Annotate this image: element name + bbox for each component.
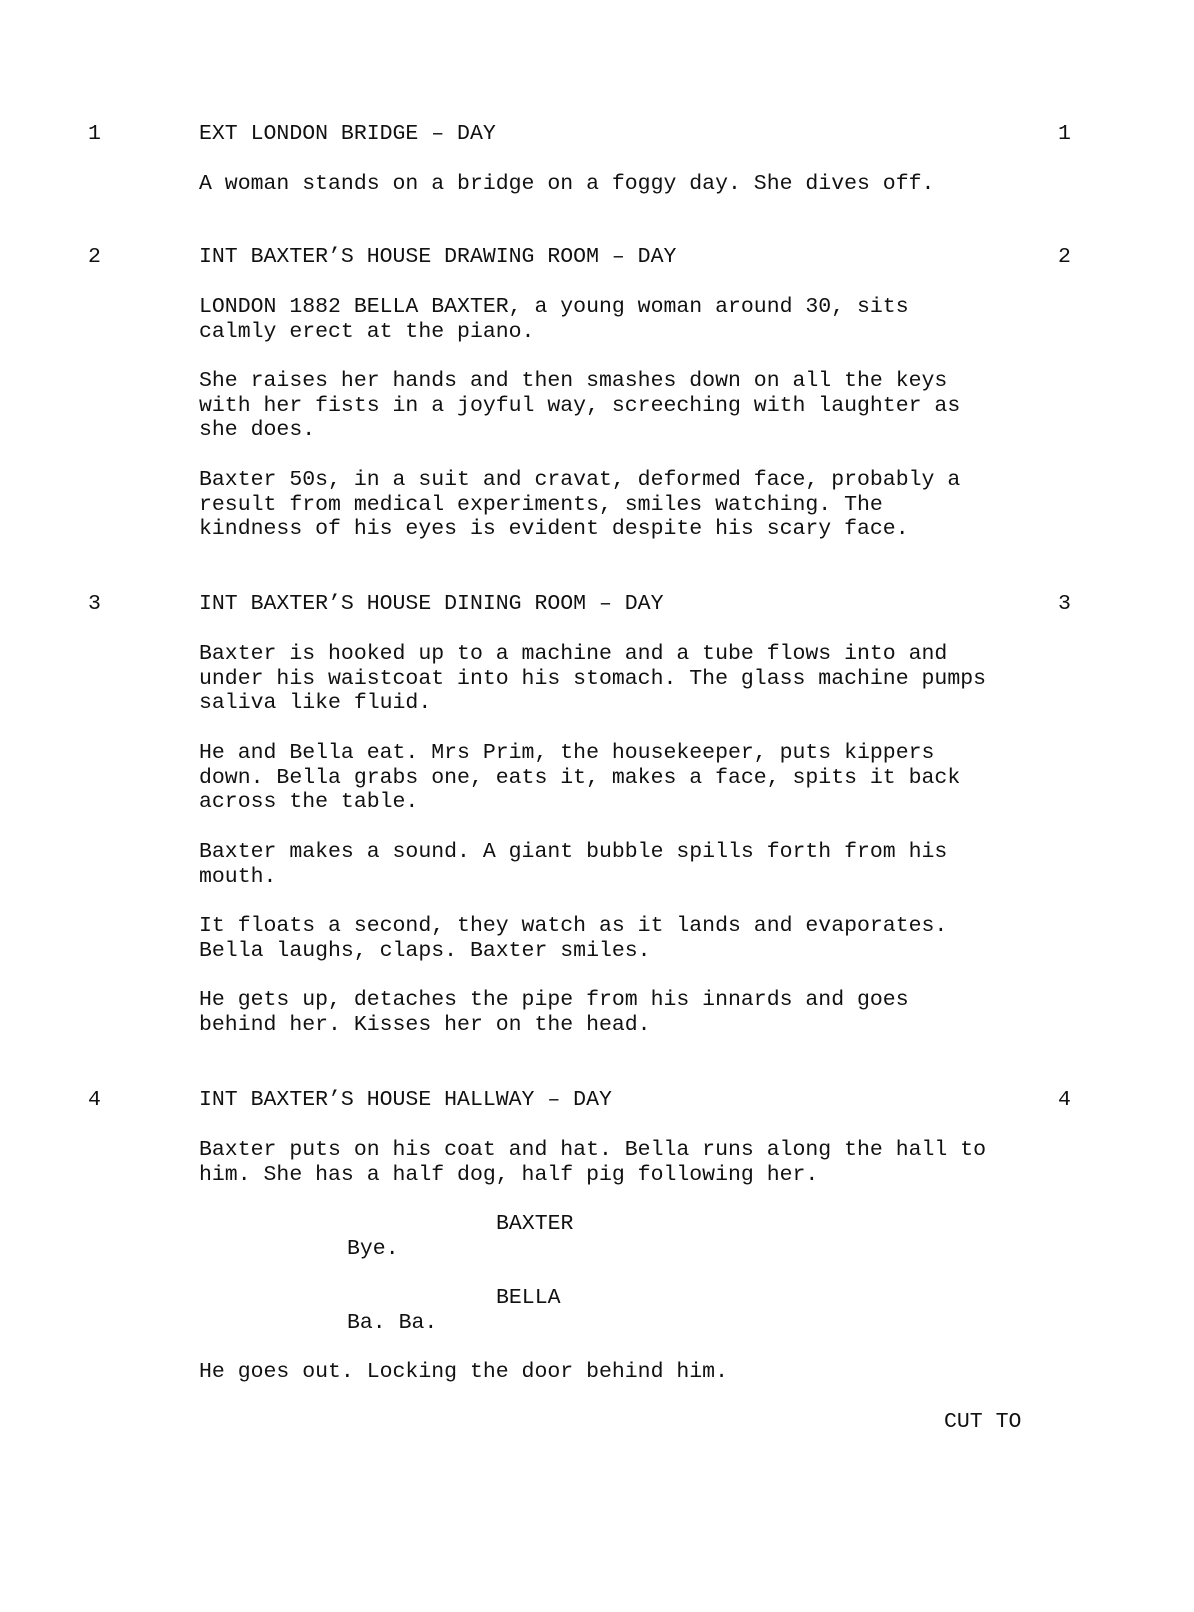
- scene-number-left: 4: [88, 1088, 101, 1112]
- action-paragraph: He gets up, detaches the pipe from his innards and goes behind her. Kisses her on the head.: [199, 988, 909, 1037]
- action-paragraph: She raises her hands and then smashes down on all the keys with her fists in a joyful way, screeching with laughter as she does.: [199, 369, 961, 443]
- character-name: BELLA: [496, 1286, 561, 1310]
- scene-number-right: 3: [1058, 592, 1071, 616]
- action-paragraph: Baxter puts on his coat and hat. Bella runs along the hall to him. She has a half dog, half pig following her.: [199, 1138, 987, 1187]
- action-paragraph: Baxter is hooked up to a machine and a tube flows into and under his waistcoat into his stomach. The glass machine pumps saliva like fluid.: [199, 642, 987, 716]
- scene-number-left: 3: [88, 592, 101, 616]
- scene-number-right: 4: [1058, 1088, 1071, 1112]
- character-name: BAXTER: [496, 1212, 574, 1236]
- dialogue-line: Ba. Ba.: [347, 1311, 438, 1335]
- action-paragraph: He goes out. Locking the door behind him.: [199, 1360, 728, 1384]
- scene-heading: INT BAXTER’S HOUSE DINING ROOM – DAY: [199, 592, 664, 616]
- scene-number-right: 2: [1058, 245, 1071, 269]
- transition: CUT TO: [944, 1410, 1022, 1434]
- action-paragraph: It floats a second, they watch as it lands and evaporates. Bella laughs, claps. Baxter smiles.: [199, 914, 948, 963]
- dialogue-line: Bye.: [347, 1237, 399, 1261]
- action-paragraph: Baxter 50s, in a suit and cravat, deformed face, probably a result from medical experiments, smiles watching. The kindness of his eyes is evident despite his scary face.: [199, 468, 961, 542]
- action-paragraph: LONDON 1882 BELLA BAXTER, a young woman around 30, sits calmly erect at the piano.: [199, 295, 909, 344]
- scene-number-left: 1: [88, 122, 101, 146]
- scene-heading: EXT LONDON BRIDGE – DAY: [199, 122, 496, 146]
- action-paragraph: Baxter makes a sound. A giant bubble spills forth from his mouth.: [199, 840, 948, 889]
- action-paragraph: He and Bella eat. Mrs Prim, the housekeeper, puts kippers down. Bella grabs one, eats it, makes a face, spits it back across the table.: [199, 741, 961, 815]
- scene-heading: INT BAXTER’S HOUSE HALLWAY – DAY: [199, 1088, 612, 1112]
- scene-number-left: 2: [88, 245, 101, 269]
- action-paragraph: A woman stands on a bridge on a foggy day. She dives off.: [199, 172, 935, 196]
- scene-heading: INT BAXTER’S HOUSE DRAWING ROOM – DAY: [199, 245, 677, 269]
- scene-number-right: 1: [1058, 122, 1071, 146]
